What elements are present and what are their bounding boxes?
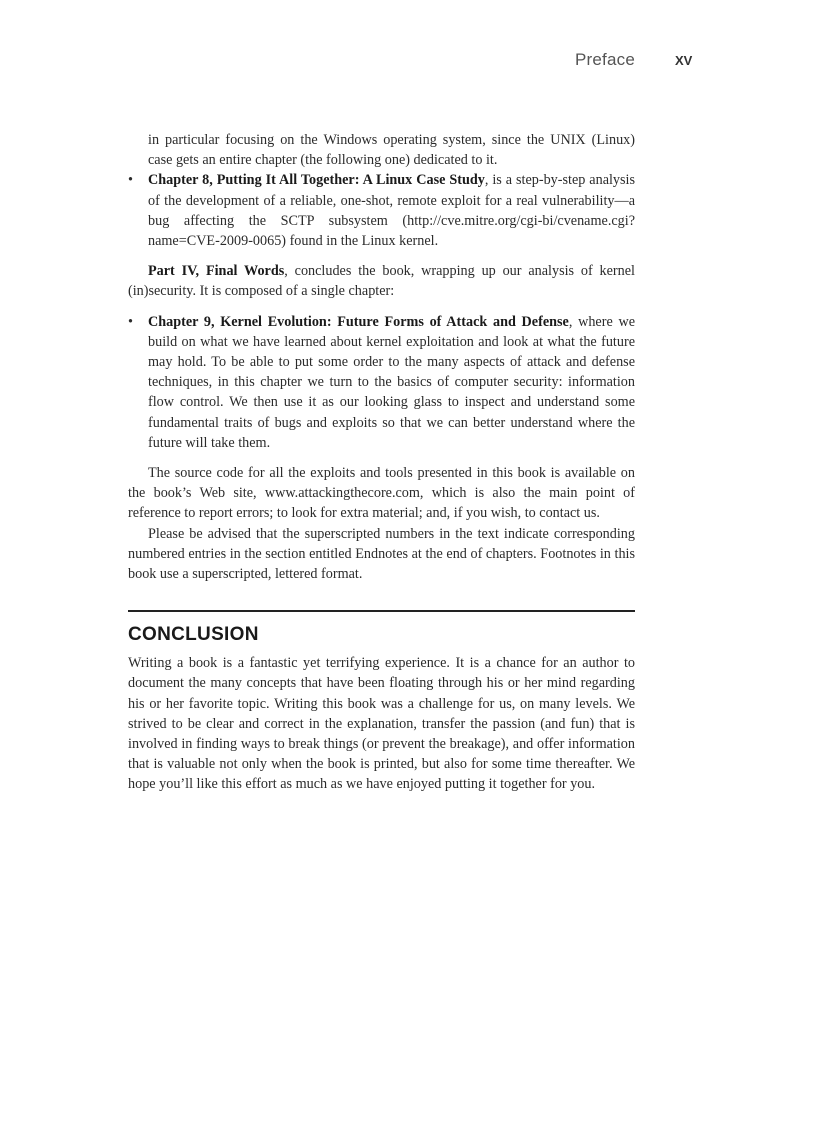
list-item-chapter-8 — [128, 170, 635, 251]
part-4-title: Part IV, Final Words — [148, 263, 285, 280]
conclusion-heading: CONCLUSION — [128, 624, 259, 646]
part-4-paragraph — [128, 261, 635, 301]
section-divider — [128, 610, 635, 612]
bullet-icon: • — [128, 172, 133, 189]
bullet-icon: • — [128, 313, 133, 330]
list-item-chapter-9 — [128, 312, 635, 453]
chapter-9-description: , where we build on what we have learned about kernel exploitation and look at what the future may hold. To be able to put some order to the many aspects of attack and defense techniques, in this chapter we turn to the basics of computer security: information flow control. We then use it as our looking glass to inspect and understand some fundamental traits of bugs and exploits so that we can better understand where the future will take them. — [148, 313, 635, 451]
part-4-description: , concludes the book, wrapping up our analysis of kernel (in)security. It is composed of a single chapter: — [128, 263, 635, 300]
endnotes-paragraph: Please be advised that the superscripted numbers in the text indicate corresponding numbered entries in the section entitled Endnotes at the end of chapters. Footnotes in this book use a superscripted, lettered format. — [128, 525, 635, 583]
chapter-list-part4 — [128, 312, 635, 453]
continuation-paragraph: in particular focusing on the Windows operating system, since the UNIX (Linux) case gets an entire chapter (the following one) dedicated to it. — [148, 132, 635, 169]
chapter-list-part3 — [128, 170, 635, 251]
conclusion-paragraph: Writing a book is a fantastic yet terrifying experience. It is a chance for an author to document the many concepts that have been floating through his or her mind regarding his or her favorite topic. Writing this book was a challenge for us, on many levels. We strived to be clear and correct in the explanation, transfer the passion (and fun) that is involved in finding ways to break things (or prevent the breakage), and offer information that is valuable not only when the book is printed, but also for some time thereafter. We hope you’ll like this effort as much as we have enjoyed putting it together for you. — [128, 655, 635, 793]
chapter-8-description: , is a step-by-step analysis of the development of a reliable, one-shot, remote exploit for a real vulnerability—a bug affecting the SCTP subsystem (http://cve.mitre.org/cgi-bi/cvename.cgi?name=CVE-2009-0065) found in the Linux kernel. — [148, 172, 636, 250]
source-code-paragraph: The source code for all the exploits and tools presented in this book is available on the book’s Web site, www.attackingthecore.com, which is also the main point of reference to report errors; to look for extra material; and, if you wish, to contact us. — [128, 465, 635, 522]
page-content — [128, 130, 635, 795]
chapter-8-title: Chapter 8, Putting It All Together: A Linux Case Study — [148, 172, 485, 189]
running-header — [0, 48, 816, 76]
chapter-9-title: Chapter 9, Kernel Evolution: Future Forms of Attack and Defense — [148, 313, 569, 330]
page-number: XV — [675, 53, 693, 68]
header-section-title: Preface — [575, 50, 635, 69]
